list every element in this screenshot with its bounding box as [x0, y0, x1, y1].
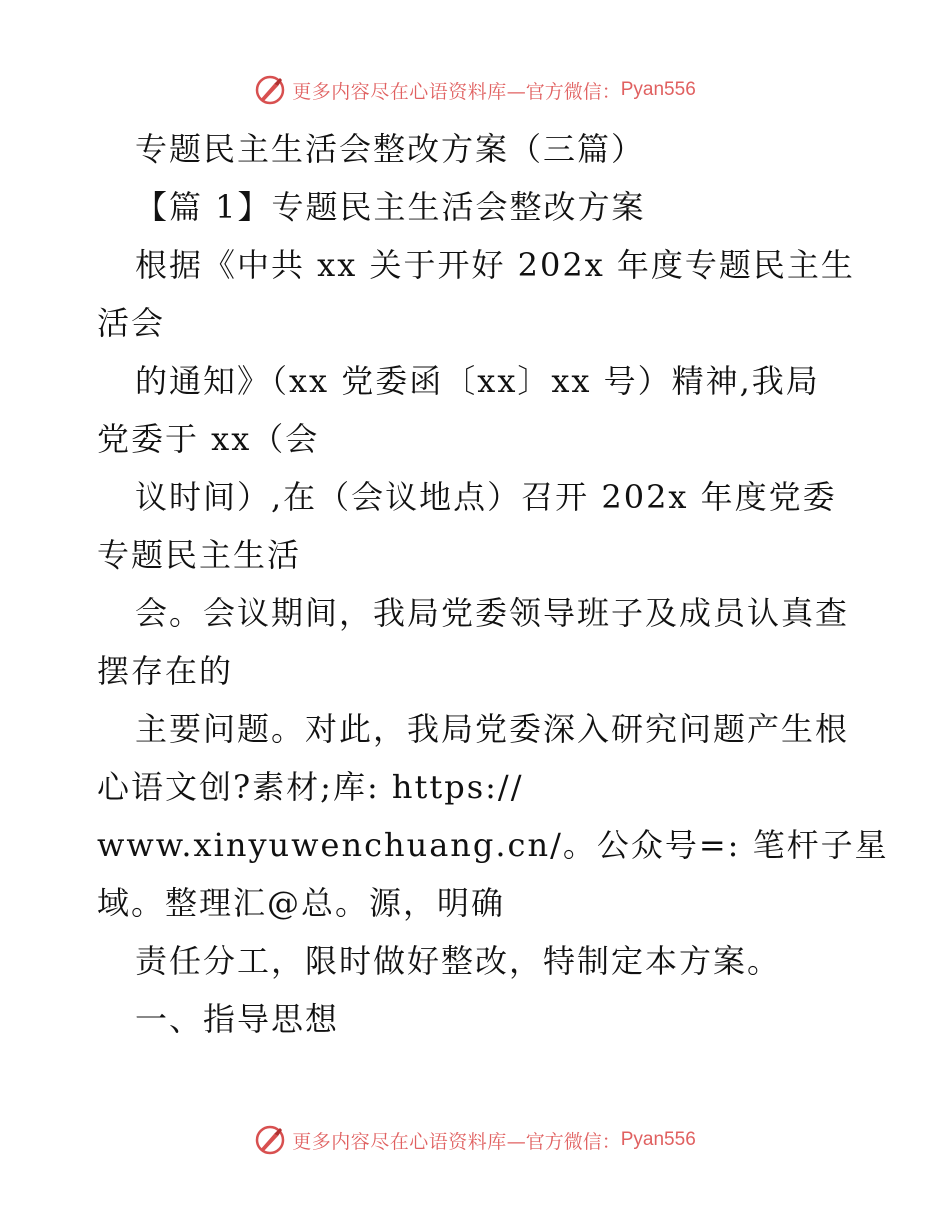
banner-wechat-id: Pyan556 [620, 79, 696, 100]
banner-wechat-label: —官方微信： [506, 80, 621, 103]
paragraph-line: 党委于 xx（会 [97, 420, 320, 458]
document-body [97, 120, 897, 1048]
banner-text: 更多内容尽在心语资料库 [292, 1130, 507, 1153]
footer-watermark-banner [0, 1120, 950, 1160]
banner-text: 更多内容尽在心语资料库 [292, 80, 507, 103]
paragraph-line: 心语文创?素材;库: https:// [97, 768, 524, 806]
paragraph-line: www.xinyuwenchuang.cn/。公众号=: 笔杆子星 [97, 826, 889, 864]
paragraph-line: 根据《中共 xx 关于开好 202x 年度专题民主生 [135, 246, 855, 284]
paragraph-line: 的通知》（xx 党委函〔xx〕xx 号）精神,我局 [135, 362, 820, 400]
paragraph-line: 责任分工，限时做好整改，特制定本方案。 [135, 942, 782, 980]
paragraph-line: 会。会议期间，我局党委领导班子及成员认真查 [135, 594, 850, 632]
paragraph-line: 摆存在的 [97, 652, 234, 690]
section-heading: 一、指导思想 [135, 1000, 340, 1038]
banner-wechat-id: Pyan556 [620, 1129, 696, 1150]
header-watermark-banner [0, 70, 950, 110]
paragraph-line: 主要问题。对此，我局党委深入研究问题产生根 [135, 710, 850, 748]
banner-wechat-label: —官方微信： [506, 1130, 621, 1153]
pen-logo-icon [254, 1124, 286, 1156]
document-title: 专题民主生活会整改方案（三篇） [135, 130, 646, 168]
section-heading: 【篇 1】专题民主生活会整改方案 [135, 188, 646, 226]
paragraph-line: 活会 [97, 304, 166, 342]
paragraph-line: 专题民主生活 [97, 536, 302, 574]
paragraph-line: 议时间）,在（会议地点）召开 202x 年度党委 [135, 478, 837, 516]
pen-logo-icon [254, 74, 286, 106]
paragraph-line: 域。整理汇@总。源，明确 [97, 884, 506, 922]
